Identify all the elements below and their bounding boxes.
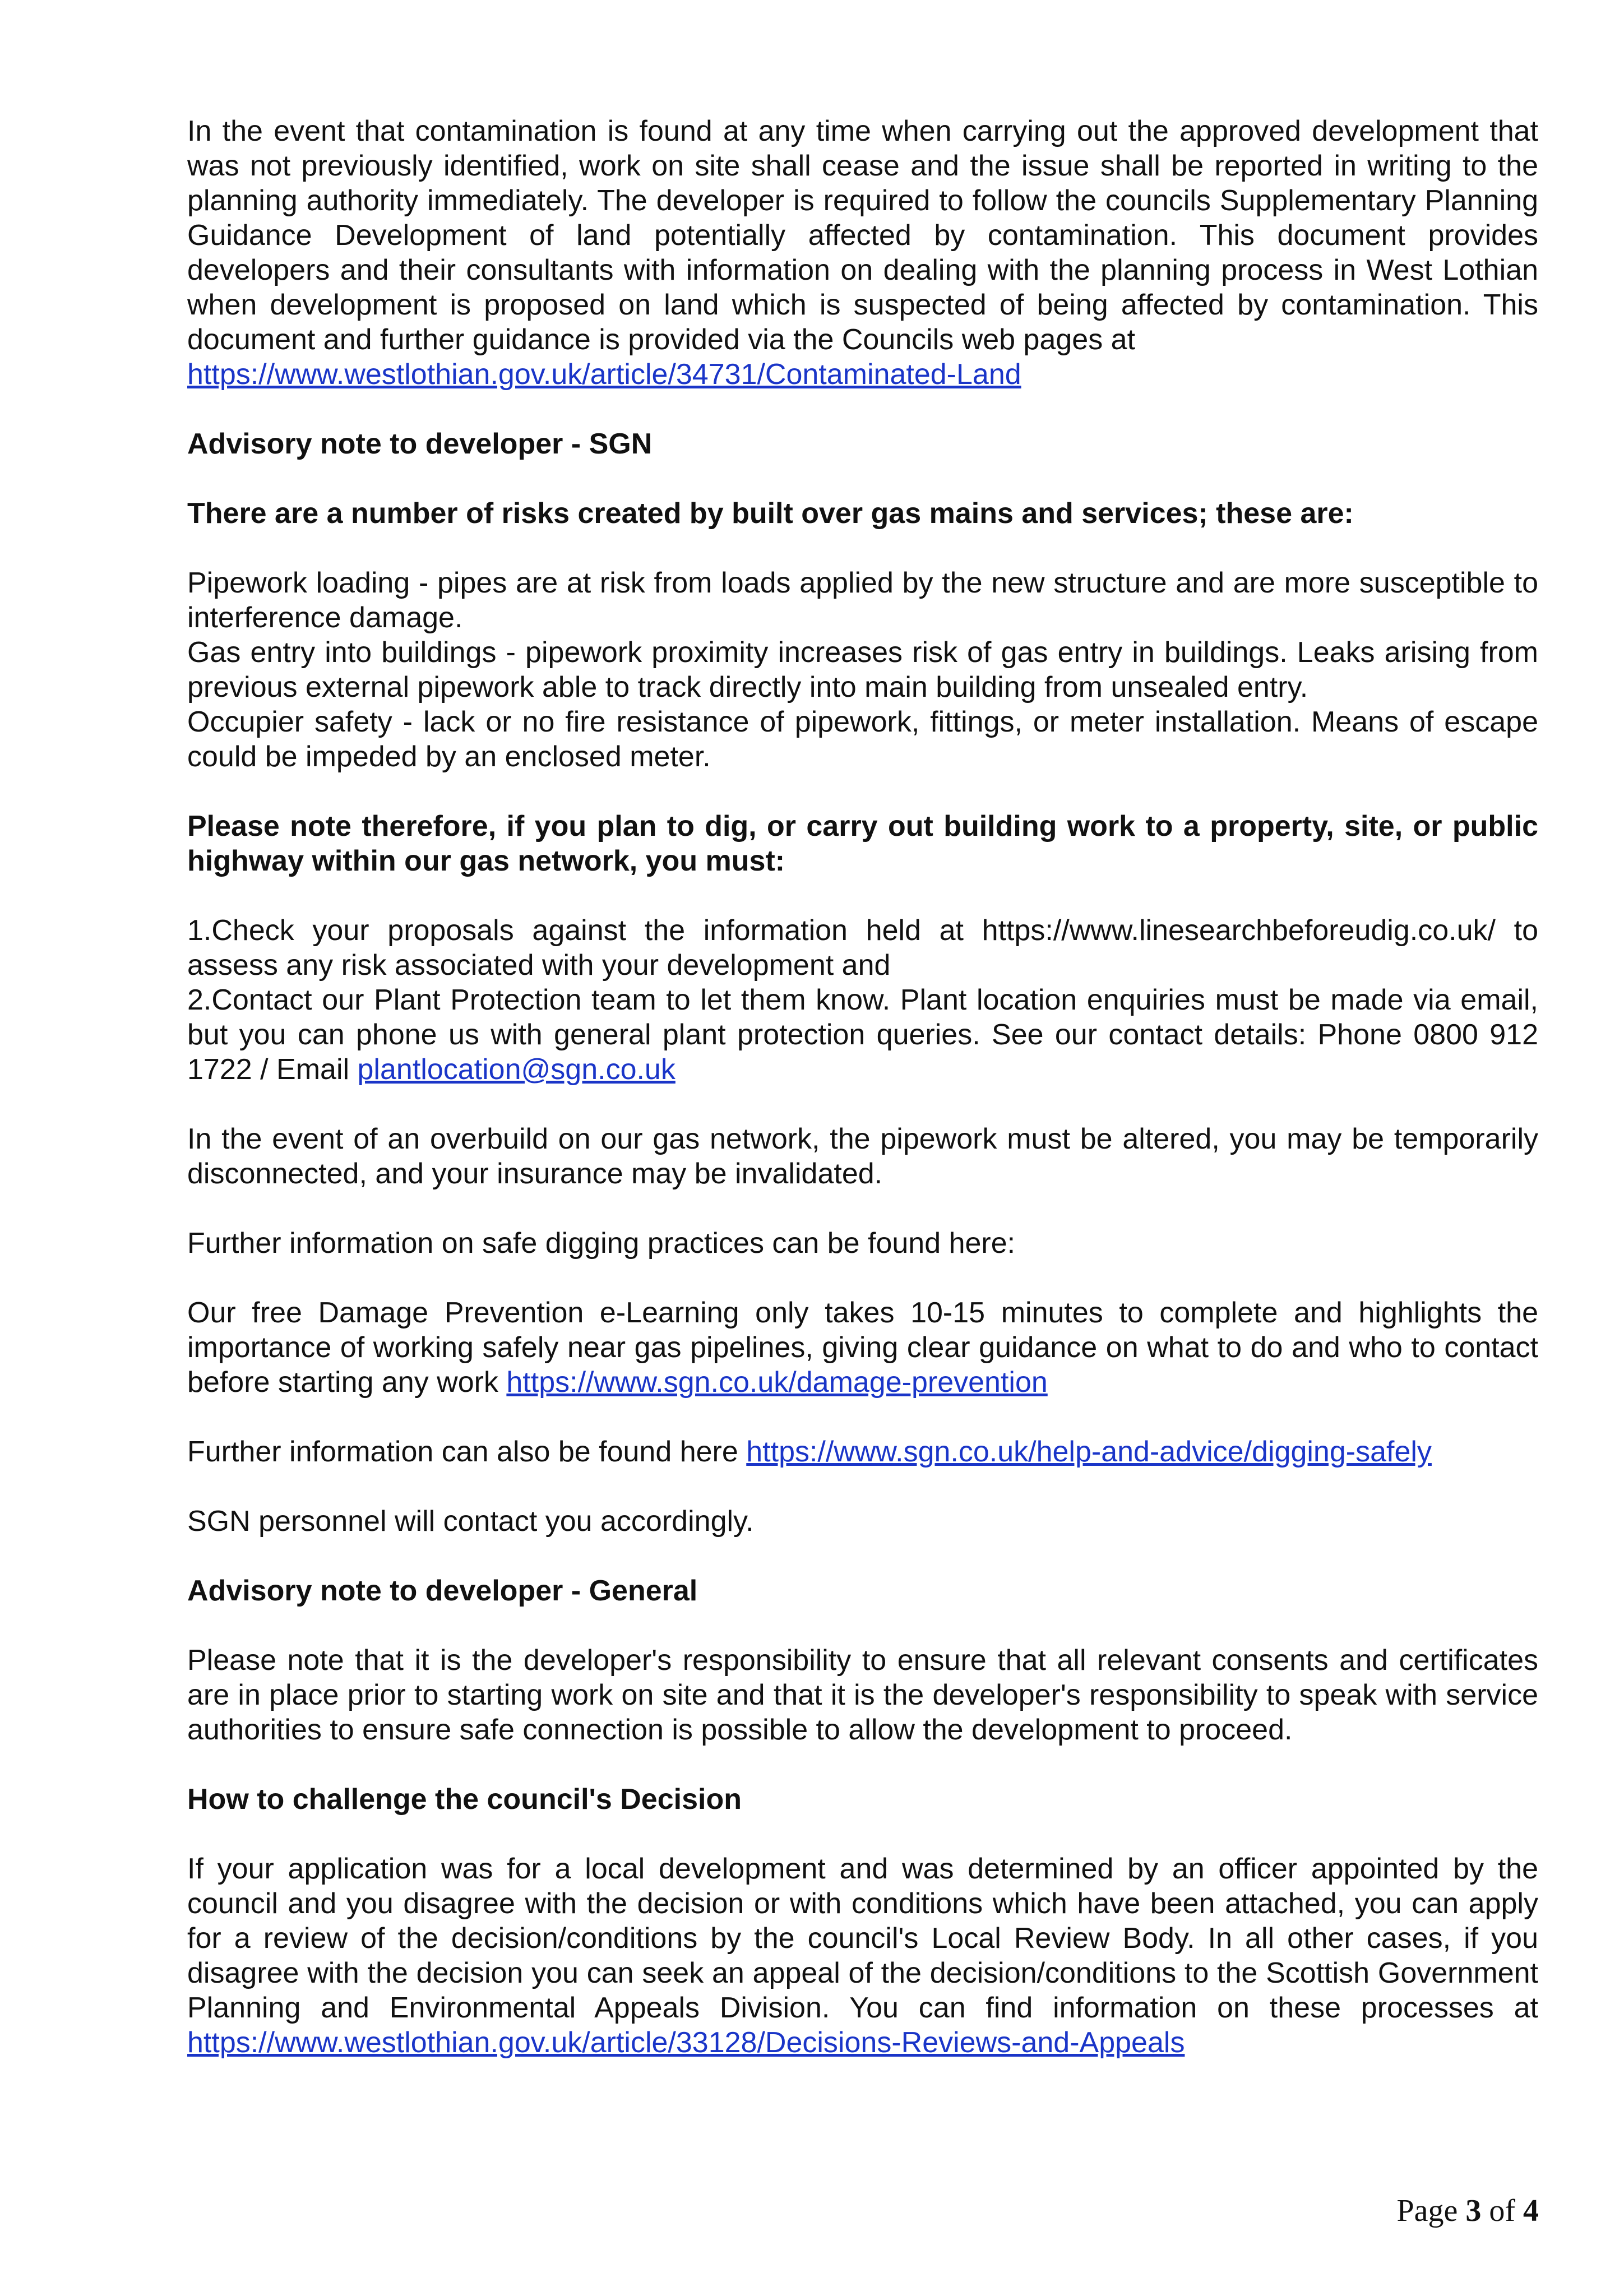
page-number-footer <box>1396 2193 1539 2229</box>
plantlocation-email-link[interactable]: plantlocation@sgn.co.uk <box>357 1053 675 1086</box>
elearning-text: Our free Damage Prevention e-Learning only takes 10-15 minutes to complete and highlights the importance of working safely near gas pipelines, giving clear guidance on what to do and who to contact before starting any work <box>187 1297 1538 1399</box>
page-total: 4 <box>1523 2193 1539 2228</box>
step-check-proposals: 1.Check your proposals against the information held at https://www.linesearchbeforeudig.co.uk/ to assess any risk associated with your development and <box>187 914 1538 982</box>
further-info-paragraph: Further information on safe digging practices can be found here: <box>187 1227 1016 1260</box>
damage-prevention-link[interactable]: https://www.sgn.co.uk/damage-prevention <box>506 1366 1048 1399</box>
of-label: of <box>1489 2193 1515 2228</box>
please-note-heading: Please note therefore, if you plan to dig, or carry out building work to a property, site, or public highway within our gas network, you must: <box>187 810 1538 877</box>
elearning-paragraph <box>187 1295 1538 1400</box>
page-label: Page <box>1396 2193 1458 2228</box>
challenge-paragraph <box>187 1851 1538 2060</box>
challenge-text: If your application was for a local development and was determined by an officer appointed by the council and you disagree with the decision or with conditions which have been attached, you can apply for a review of the decision/conditions by the council's Local Review Body. In all other cases, if you disagree with the decision you can seek an appeal of the decision/conditions to the Scottish Government Planning and Environmental Appeals Division. You can find information on these processes at <box>187 1853 1538 2024</box>
general-heading: Advisory note to developer - General <box>187 1575 698 1607</box>
decisions-reviews-link[interactable]: https://www.westlothian.gov.uk/article/33128/Decisions-Reviews-and-Appeals <box>187 2026 1185 2059</box>
contaminated-land-link[interactable]: https://www.westlothian.gov.uk/article/34731/Contaminated-Land <box>187 358 1021 391</box>
contamination-text: In the event that contamination is found at any time when carrying out the approved development that was not previously identified, work on site shall cease and the issue shall be reported in writing to the planning authority immediately. The developer is required to follow the councils Supplementary Planning Guidance Development of land potentially affected by contamination. This document provides developers and their consultants with information on dealing with the planning process in West Lothian when development is proposed on land which is suspected of being affected by contamination. This document and further guidance is provided via the Councils web pages at <box>187 115 1538 356</box>
risk-gas-entry: Gas entry into buildings - pipework proximity increases risk of gas entry in buildings. Leaks arising from previous external pipework able to track directly into main building from unsealed entry. <box>187 636 1538 703</box>
further-also-paragraph <box>187 1434 1538 1469</box>
page-current: 3 <box>1465 2193 1482 2228</box>
document-page <box>187 114 1538 2095</box>
overbuild-paragraph: In the event of an overbuild on our gas network, the pipework must be altered, you may be temporarily disconnected, and your insurance may be invalidated. <box>187 1123 1538 1190</box>
challenge-heading: How to challenge the council's Decision <box>187 1783 742 1816</box>
sgn-heading: Advisory note to developer - SGN <box>187 428 653 460</box>
risk-occupier-safety: Occupier safety - lack or no fire resistance of pipework, fittings, or meter installation. Means of escape could be impeded by an enclosed meter. <box>187 706 1538 773</box>
digging-safely-link[interactable]: https://www.sgn.co.uk/help-and-advice/digging-safely <box>746 1436 1432 1468</box>
risk-pipework-loading: Pipework loading - pipes are at risk from loads applied by the new structure and are more susceptible to interference damage. <box>187 567 1538 634</box>
general-paragraph: Please note that it is the developer's responsibility to ensure that all relevant consents and certificates are in place prior to starting work on site and that it is the developer's responsibility to speak with service authorities to ensure safe connection is possible to allow the development to proceed. <box>187 1644 1538 1746</box>
sgn-contact-paragraph: SGN personnel will contact you accordingly. <box>187 1505 754 1538</box>
step-contact-plant-protection <box>187 983 1538 1087</box>
further-also-text: Further information can also be found here <box>187 1436 738 1468</box>
risks-heading: There are a number of risks created by built over gas mains and services; these are: <box>187 497 1354 530</box>
step-contact-text: 2.Contact our Plant Protection team to let them know. Plant location enquiries must be made via email, but you can phone us with general plant protection queries. See our contact details: Phone 0800 912 1722 / Email <box>187 984 1538 1086</box>
contamination-paragraph <box>187 114 1538 392</box>
